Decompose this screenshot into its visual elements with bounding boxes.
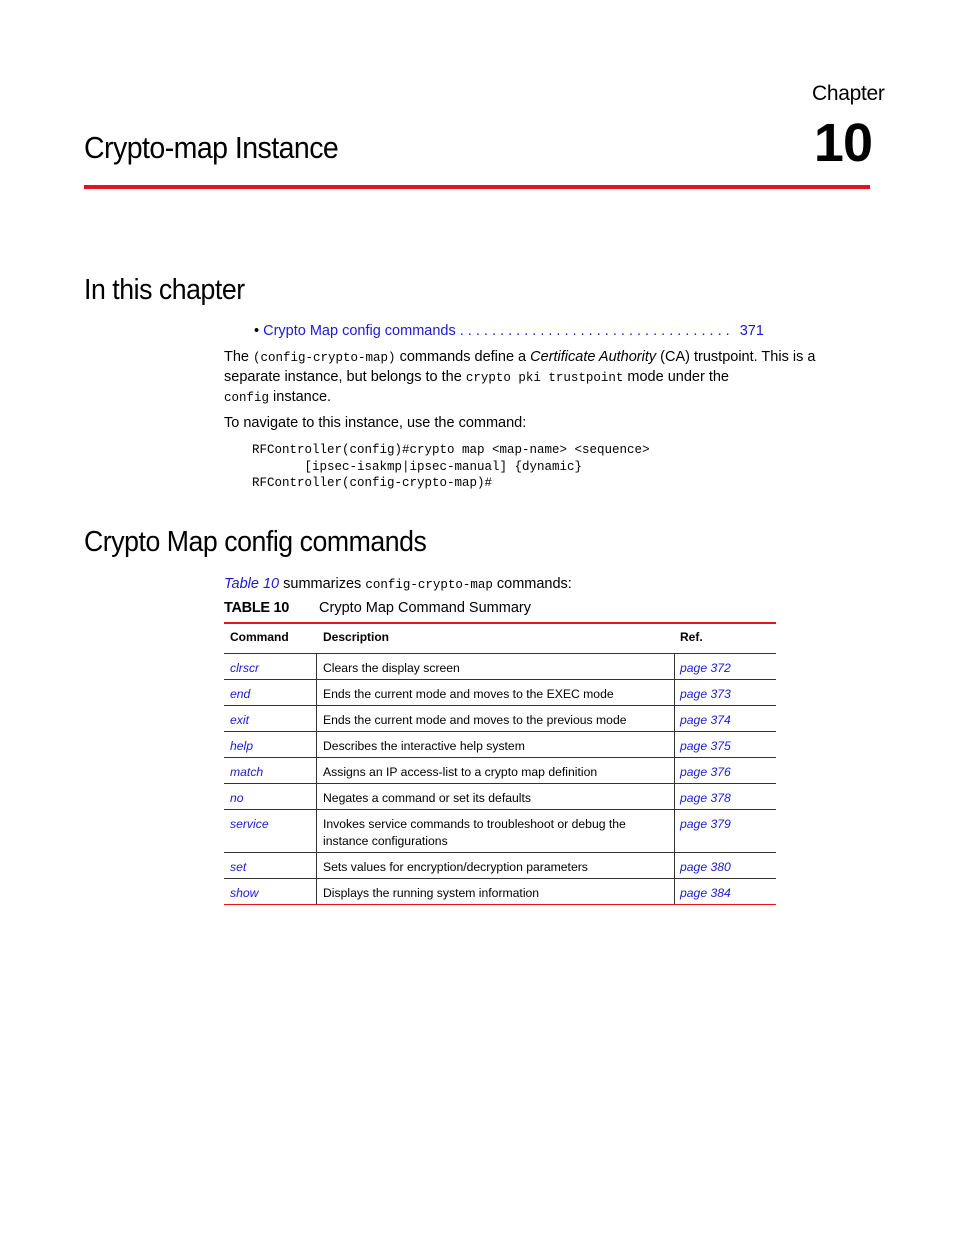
page-ref-link[interactable]: page 374	[680, 713, 731, 727]
table-caption	[224, 600, 531, 616]
column-divider	[316, 706, 317, 731]
text: The	[224, 349, 254, 365]
code-config-crypto-map: config-crypto-map	[365, 578, 493, 592]
emphasis-ca: Certificate Authority	[530, 349, 657, 365]
in-this-chapter-heading: In this chapter	[84, 274, 245, 306]
code-line: [ipsec-isakmp|ipsec-manual] {dynamic}	[252, 459, 583, 474]
intro-paragraph	[224, 348, 844, 408]
header-description: Description	[323, 630, 390, 644]
command-link[interactable]: end	[230, 687, 251, 701]
command-link[interactable]: clrscr	[230, 661, 260, 675]
column-divider	[674, 853, 675, 878]
command-description: Describes the interactive help system	[323, 739, 525, 753]
column-divider	[674, 706, 675, 731]
text: commands define a	[395, 349, 531, 365]
command-link[interactable]: service	[230, 817, 269, 831]
command-description: Ends the current mode and moves to the previous mode	[323, 713, 627, 727]
chapter-rule	[84, 185, 870, 189]
table-row	[224, 853, 776, 879]
column-divider	[674, 758, 675, 783]
toc-leader: . . . . . . . . . . . . . . . . . . . . . . . . . . . . . . . . . .	[455, 323, 730, 339]
table-caption-label: TABLE 10	[224, 600, 290, 616]
command-table	[224, 622, 776, 905]
page-ref-link[interactable]: page 376	[680, 765, 731, 779]
column-divider	[674, 810, 675, 852]
code-config: config	[224, 391, 270, 405]
page-ref-link[interactable]: page 378	[680, 791, 731, 805]
toc-page[interactable]: 371	[739, 323, 764, 339]
command-description: Ends the current mode and moves to the EXEC mode	[323, 687, 614, 701]
header-ref: Ref.	[680, 630, 703, 644]
column-divider	[674, 732, 675, 757]
page-ref-link[interactable]: page 380	[680, 860, 731, 874]
command-description: Clears the display screen	[323, 661, 460, 675]
column-divider	[316, 732, 317, 757]
page-ref-link[interactable]: page 373	[680, 687, 731, 701]
column-divider	[674, 784, 675, 809]
chapter-label: Chapter	[812, 82, 885, 105]
table-row	[224, 784, 776, 810]
page-ref-link[interactable]: page 379	[680, 817, 731, 831]
command-description: Assigns an IP access-list to a crypto map definition	[323, 765, 598, 779]
command-description: Sets values for encryption/decryption parameters	[323, 860, 588, 874]
chapter-title: Crypto-map Instance	[84, 130, 339, 165]
code-crypto-pki: crypto pki trustpoint	[465, 371, 624, 385]
column-divider	[674, 654, 675, 679]
column-divider	[316, 879, 317, 904]
column-divider	[316, 758, 317, 783]
command-link[interactable]: set	[230, 860, 247, 874]
chapter-number: 10	[813, 113, 872, 173]
text: commands:	[492, 576, 572, 592]
toc-link[interactable]: Crypto Map config commands	[263, 323, 456, 339]
column-divider	[316, 654, 317, 679]
table-row	[224, 654, 776, 680]
code-line: RFController(config-crypto-map)#	[252, 476, 493, 490]
toc-bullet: •	[254, 323, 260, 339]
text: instance.	[269, 389, 332, 405]
table-row	[224, 879, 776, 905]
command-link[interactable]: help	[230, 739, 254, 753]
command-link[interactable]: exit	[230, 713, 249, 727]
command-link[interactable]: no	[230, 791, 244, 805]
column-divider	[316, 853, 317, 878]
toc-item[interactable]	[254, 323, 764, 339]
column-divider	[674, 680, 675, 705]
command-description: Displays the running system information	[323, 886, 540, 900]
table-link[interactable]: Table 10	[224, 576, 280, 592]
page-ref-link[interactable]: page 375	[680, 739, 731, 753]
page-ref-link[interactable]: page 384	[680, 886, 731, 900]
table-header-row	[224, 622, 776, 654]
code-config-crypto-map: (config-crypto-map)	[253, 351, 396, 365]
table-row	[224, 706, 776, 732]
text: (CA) trustpoint. This is a separate instance, but belongs to the	[224, 349, 816, 385]
table-caption-text: Crypto Map Command Summary	[319, 600, 531, 616]
page-ref-link[interactable]: page 372	[680, 661, 731, 675]
column-divider	[674, 879, 675, 904]
command-link[interactable]: show	[230, 886, 259, 900]
section-heading: Crypto Map config commands	[84, 526, 427, 558]
command-description: Negates a command or set its defaults	[323, 791, 531, 805]
column-divider	[316, 810, 317, 852]
code-line: RFController(config)#crypto map <map-name> <sequence>	[252, 443, 650, 457]
table-row	[224, 680, 776, 706]
table-intro	[224, 575, 844, 595]
header-command: Command	[230, 630, 289, 644]
command-example	[252, 442, 650, 492]
column-divider	[316, 784, 317, 809]
command-description: Invokes service commands to troubleshoot or debug the instance configurations	[323, 817, 626, 848]
table-row	[224, 810, 776, 853]
text: summarizes	[279, 576, 366, 592]
column-divider	[316, 680, 317, 705]
command-link[interactable]: match	[230, 765, 264, 779]
navigate-paragraph: To navigate to this instance, use the command:	[224, 415, 527, 431]
text: mode under the	[623, 369, 729, 385]
table-row	[224, 732, 776, 758]
table-row	[224, 758, 776, 784]
